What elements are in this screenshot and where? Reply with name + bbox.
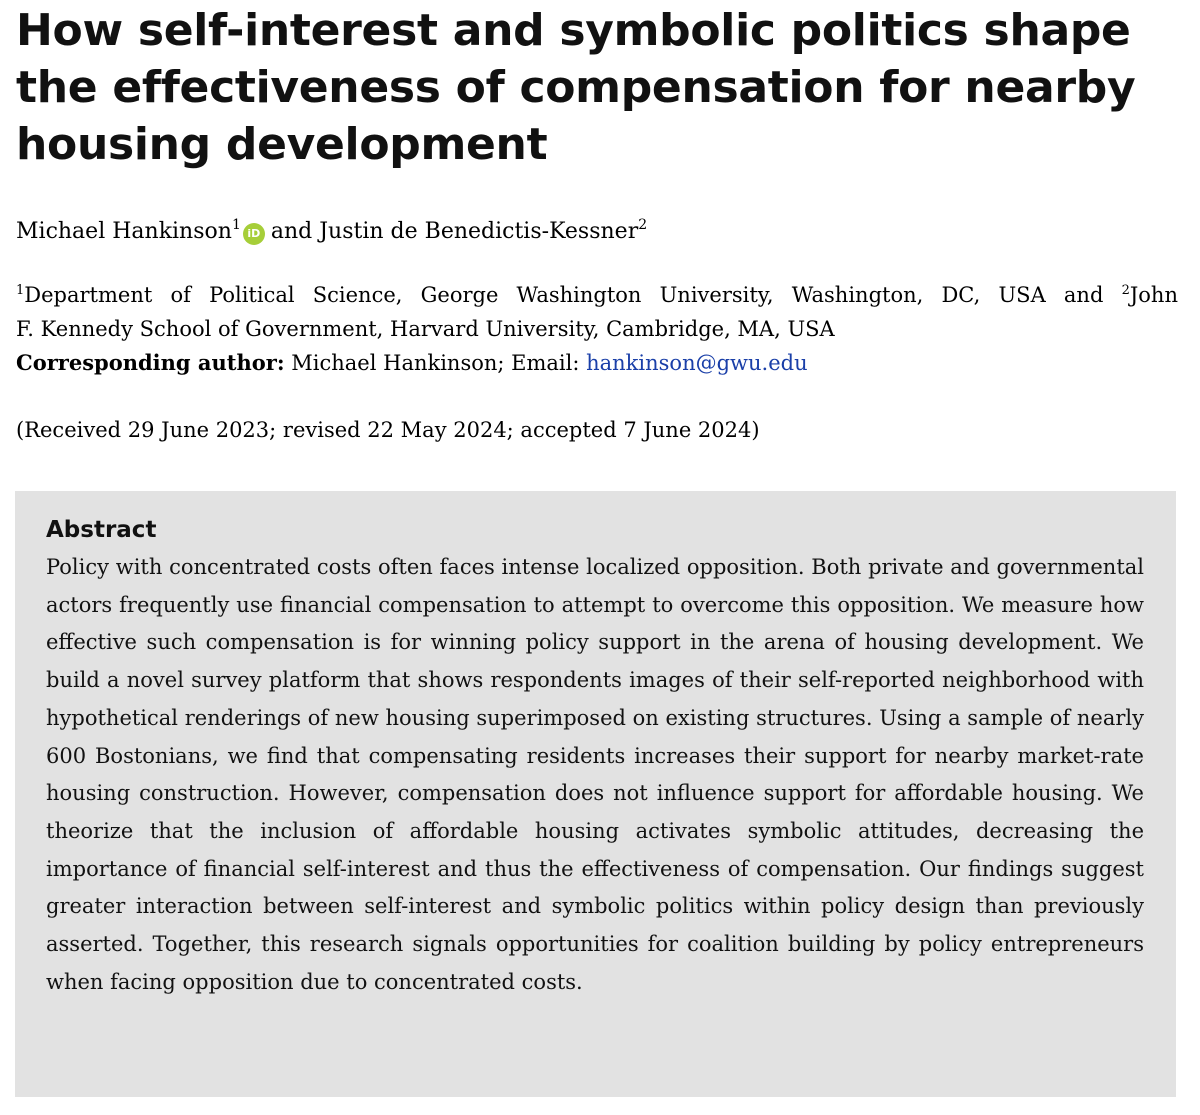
paper-title: How self-interest and symbolic politics shape the effectiveness of compensation for nearby housing development: [16, 5, 1136, 170]
abstract-heading: Abstract: [46, 517, 157, 543]
affiliation-marker-1: 1: [16, 283, 25, 298]
corresponding-email-link[interactable]: hankinson@gwu.edu: [586, 351, 808, 375]
abstract-body: Policy with concentrated costs often faces intense localized opposition. Both private and governmental actors frequently use financial compensation to attempt to overcome this opposition. We measure how effective such compensation is for winning policy support in the arena of housing development. We build a novel survey platform that shows respondents images of their self-reported neighborhood with hypothetical renderings of new housing superimposed on existing structures. Using a sample of nearly 600 Bostonians, we find that compensating residents increases their support for nearby market-rate housing construction. However, compensation does not influence support for affordable housing. We theorize that the inclusion of affordable housing activates symbolic attitudes, decreasing the importance of financial self-interest and thus the effectiveness of compensation. Our findings suggest greater interaction between self-interest and symbolic politics within policy design than previously asserted. Together, this research signals opportunities for coalition building by policy entrepreneurs when facing opposition due to concentrated costs.: [46, 555, 1144, 994]
author-connector: and: [270, 219, 313, 244]
author-name-1[interactable]: Michael Hankinson: [16, 219, 232, 244]
affiliations-block: [16, 278, 1178, 380]
affiliation-line-1: [16, 278, 1178, 312]
received-dates: (Received 29 June 2023; revised 22 May 2024; accepted 7 June 2024): [16, 418, 760, 442]
affiliation-line-2: F. Kennedy School of Government, Harvard University, Cambridge, MA, USA: [16, 317, 835, 341]
corresponding-author-name: Michael Hankinson; Email:: [291, 351, 580, 375]
abstract-box: [15, 491, 1176, 1097]
affiliation-1-text: Department of Political Science, George Washington University, Washington, DC, USA and: [24, 283, 1104, 307]
affiliation-marker-2: 2: [1121, 283, 1130, 298]
author-list: [16, 217, 647, 247]
corresponding-author-label: Corresponding author:: [16, 350, 285, 375]
orcid-icon[interactable]: iD: [243, 223, 265, 245]
author-name-2[interactable]: Justin de Benedictis-Kessner: [319, 219, 639, 244]
author-1-affiliation-marker: 1: [231, 217, 241, 233]
affiliation-2-start: John: [1129, 283, 1178, 307]
author-2-affiliation-marker: 2: [638, 217, 648, 233]
